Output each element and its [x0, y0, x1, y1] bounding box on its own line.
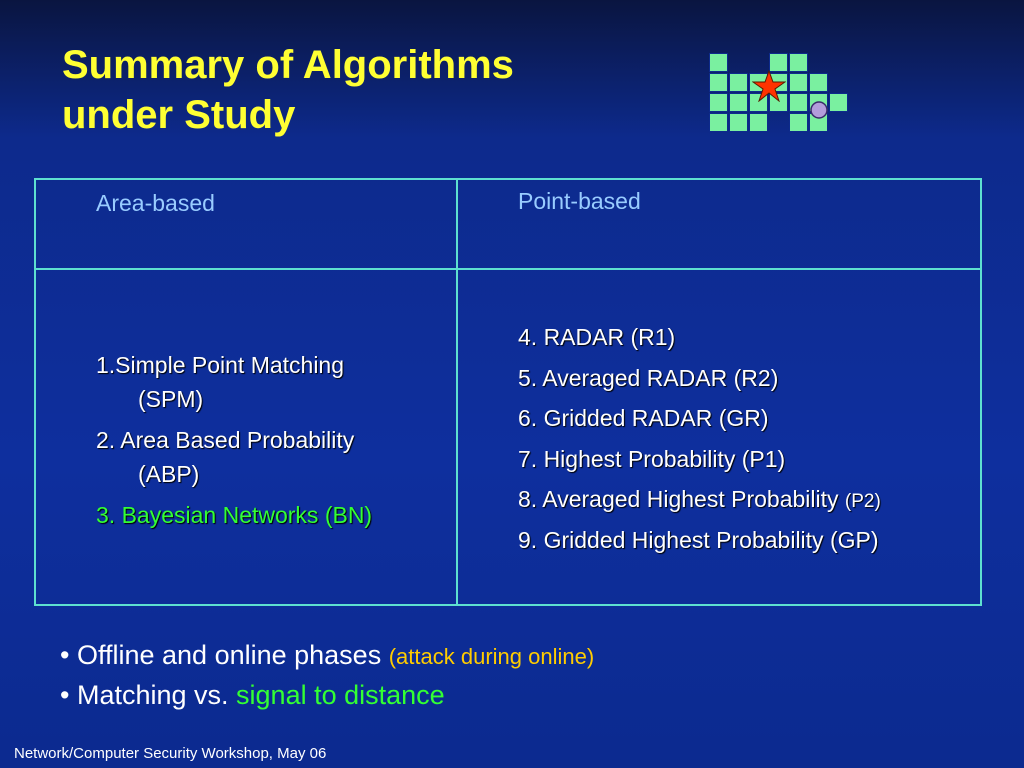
list-item-bn: 3. Bayesian Networks (BN): [96, 502, 373, 528]
grid-cell: [789, 113, 808, 132]
header-area-based: Area-based: [96, 190, 215, 216]
list-item-gr: 6. Gridded RADAR (GR): [518, 405, 769, 431]
list-item-r2: 5. Averaged RADAR (R2): [518, 365, 779, 391]
red-star-icon: [752, 70, 786, 102]
algorithms-table: [34, 178, 982, 606]
grid-logo: [706, 50, 856, 140]
grid-cell: [729, 113, 748, 132]
grid-cell: [709, 113, 728, 132]
grid-cell: [709, 73, 728, 92]
list-item-spm: 1.Simple Point Matching (SPM): [96, 352, 345, 412]
grid-cell: [829, 93, 848, 112]
header-point-based: Point-based: [518, 188, 641, 214]
bullet-glyph: •: [60, 680, 70, 710]
grid-cell: [729, 73, 748, 92]
grid-cell: [789, 53, 808, 72]
grid-cell: [789, 73, 808, 92]
table-divider: [36, 268, 980, 270]
list-item-r1: 4. RADAR (R1): [518, 324, 676, 350]
grid-cell: [809, 73, 828, 92]
list-item-gp: 9. Gridded Highest Probability (GP): [518, 527, 879, 553]
bullet-list: [60, 636, 594, 714]
title-line-2: under Study: [62, 93, 296, 137]
grid-cell: [729, 93, 748, 112]
table-divider: [456, 180, 458, 604]
grid-cell: [709, 93, 728, 112]
grid-cell: [709, 53, 728, 72]
list-item-abp: 2. Area Based Probability (ABP): [96, 427, 355, 487]
bullet-glyph: •: [60, 640, 70, 670]
grid-cell: [789, 93, 808, 112]
slide-footer: Network/Computer Security Workshop, May 06: [14, 745, 327, 762]
bullet-item: • Matching vs. signal to distance: [60, 680, 445, 710]
slide-title: [62, 40, 514, 140]
list-item-p2: 8. Averaged Highest Probability (P2): [518, 486, 881, 512]
purple-circle-icon: [809, 100, 829, 120]
title-line-1: Summary of Algorithms: [62, 43, 514, 87]
list-item-p1: 7. Highest Probability (P1): [518, 446, 786, 472]
bullet-item: • Offline and online phases (attack during online): [60, 640, 595, 670]
grid-cell: [749, 113, 768, 132]
